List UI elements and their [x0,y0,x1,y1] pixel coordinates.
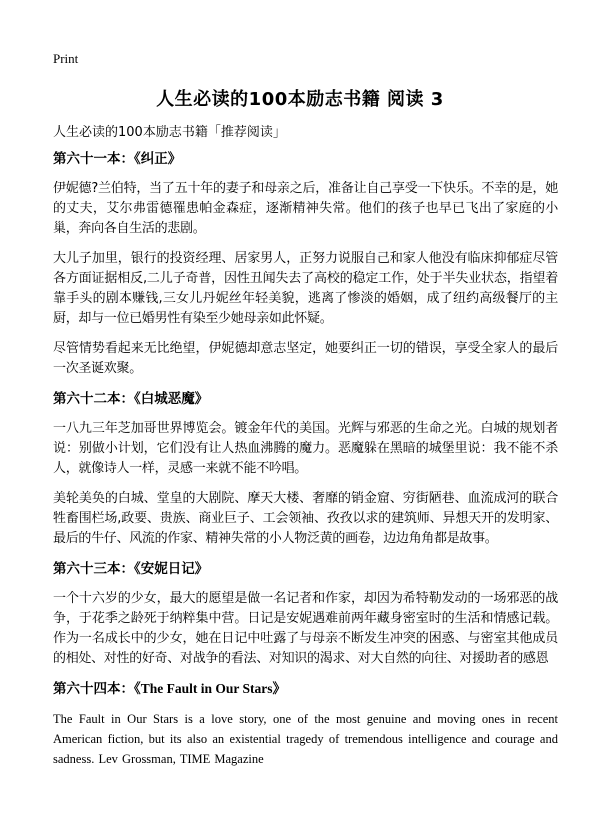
book-heading-title: The Fault in Our Stars [140,681,273,696]
book-section-62 [53,389,558,549]
book-section-64 [53,679,558,769]
book-paragraph: 美轮美奂的白城、堂皇的大剧院、摩天大楼、奢靡的销金窟、穷街陋巷、血流成河的联合牲畜围栏场,政要、贵族、商业巨子、工会领袖、孜孜以求的建筑师、异想天开的发明家、最后的牛仔、风流的作家、精神失常的小人物泛黄的画卷，边边角角都是故事。 [53,491,558,546]
page-subtitle: 人生必读的100本励志书籍「推荐阅读」 [53,125,286,140]
book-paragraph: 大儿子加里，银行的投资经理、居家男人，正努力说服自己和家人他没有临床抑郁症尽管各方面证据相反,二儿子奇普，因性丑闻失去了高校的稳定工作，处于半失业状态，指望着靠手头的剧本赚钱,三女儿丹妮丝年轻美貌，逃离了惨淡的婚姻，成了纽约高级餐厅的主厨，却与一位已婚男性有染至少她母亲如此怀疑。 [53,251,558,326]
book-section-63 [53,559,558,669]
page-title: 人生必读的100本励志书籍 阅读 3 [156,89,444,110]
book-heading-suffix: 》 [272,681,287,697]
book-heading: 第六十二本：《白城恶魔》 [53,391,209,407]
book-section-61 [53,149,558,379]
book-heading [53,679,558,699]
book-paragraph: 伊妮德?兰伯特，当了五十年的妻子和母亲之后，准备让自己享受一下快乐。不幸的是，她的丈夫，艾尔弗雷德罹患帕金森症，逐渐精神失常。他们的孩子也早已飞出了家庭的小巢，奔向各自生活的悲剧。 [53,181,558,236]
print-link[interactable]: Print [53,51,79,66]
article-body [53,149,558,779]
book-paragraph: The Fault in Our Stars is a love story, one of the most genuine and moving ones in recent American fiction, but its also an existential tragedy of tremendous intelligence and courage and sadness. Lev Grossman, TIME Magazine [53,712,558,766]
book-heading: 第六十三本：《安妮日记》 [53,561,209,577]
book-paragraph: 一八九三年芝加哥世界博览会。镀金年代的美国。光辉与邪恶的生命之光。白城的规划者说：别做小计划，它们没有让人热血沸腾的魔力。恶魔躲在黑暗的城堡里说：我不能不杀人，就像诗人一样，灵感一来就不能不吟唱。 [53,421,558,476]
book-heading: 第六十一本：《纠正》 [53,151,182,167]
book-heading-prefix: 第六十四本：《 [53,681,141,697]
book-paragraph: 一个十六岁的少女，最大的愿望是做一名记者和作家，却因为希特勒发动的一场邪恶的战争，于花季之龄死于纳粹集中营。日记是安妮遇难前两年藏身密室时的生活和情感记载。作为一名成长中的少女，她在日记中吐露了与母亲不断发生冲突的困惑、与密室其他成员的相处、对性的好奇、对战争的看法、对知识的渴求、对大自然的向往、对援助者的感恩 [53,591,558,666]
book-paragraph: 尽管情势看起来无比绝望，伊妮德却意志坚定，她要纠正一切的错误，享受全家人的最后一次圣诞欢聚。 [53,341,558,376]
